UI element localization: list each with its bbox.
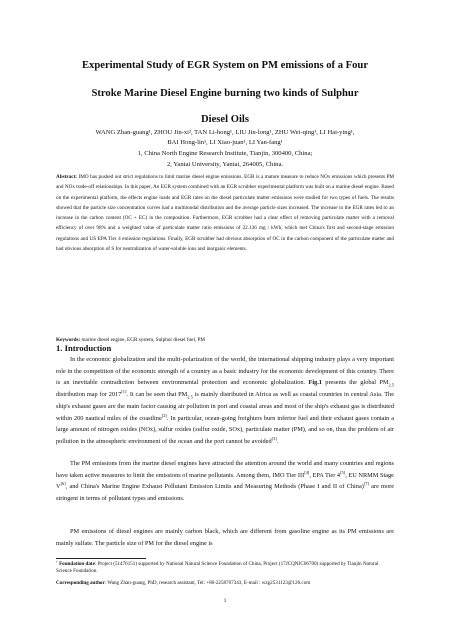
citation-ref: [6] [60, 481, 66, 487]
footnote-marker: 1 [56, 559, 58, 564]
section-heading-introduction: 1. Introduction [56, 343, 112, 353]
intro-paragraph-2 [56, 458, 394, 505]
intro-paragraph-1 [56, 354, 394, 448]
paper-title-line-3: Diesel Oils [201, 114, 249, 125]
keywords-text: marine diesel engine, EGR system, Sulphur diesel fuel, PM [80, 337, 205, 343]
keywords-label: Keywords: [56, 337, 81, 343]
affiliation-1: 1, China North Engine Research Institute, Tianjin, 300400, China; [137, 150, 313, 157]
para1-text-b: presents the global PM [321, 379, 389, 387]
footnote-corresponding-author [56, 580, 394, 587]
subscript-pm25: 2.5 [388, 382, 394, 388]
para2-text-b: , EPA Tier 4 [309, 471, 341, 479]
abstract-label: Abstract: [56, 174, 78, 180]
abstract [56, 172, 394, 254]
footnote-author-text: : Wang Zhan-guang, PhD, research assistant, Tel: +86-2258707343, E-mail : wzg2531123@126.com [104, 580, 311, 586]
para2-text-d: , and China's Marine Engine Exhaust Pollutant Emission Limits and Measuring Methods (Phase I and II of China) [65, 483, 364, 491]
para2-text-e: are more stringent in terms of pollutant types and emissions. [56, 483, 394, 503]
para1-text-f: . In particular, ocean-going freighters burn inferior fuel and their exhaust gases contain a large amount of nitrogen oxides (NOx), sulfur oxides (sulfur oxide, SOx), particulate matter (PM), and so on, thus the problem of air pollution in the atmospheric environment of the ocean and the port cannot be avoided [56, 414, 395, 445]
para2-text-c: , EU NRMM Stage V [56, 471, 394, 491]
footnote-foundation-label: Foundation date [59, 561, 95, 567]
page-number: 1 [223, 598, 227, 604]
footnote-divider [56, 558, 146, 559]
footnote-foundation-text: : Project (51476151) supported by National Natural Science Foundation of China, Project (17JCQNJC06700) supported by Tianjin Natural Science Foundation. [56, 561, 379, 574]
citation-ref: [1] [121, 389, 127, 395]
citation-ref: [2] [161, 412, 167, 418]
para1-text-g: . [276, 437, 279, 445]
subscript-pm25: 2.5 [187, 394, 193, 400]
abstract-text: IMO has pushed out strict regulations to limit marine diesel engine emissions. EGR is a mature measure to reduce NOx emissions which presents PM and NOx trade-off relationships. In this paper, An EGR system combined with an EGR scrubber experimental platform was built on a marine diesel engine. Based on the experimental platform, the effects engine loads and EGR rates on the diesel particulate matter emissions were studied for two types of fuels. The results showed that the particle size concentration curves had a multimodal distribution and the average particle sizes increased. The increase in the EGR rates led to an increase in the carbon content (OC + EC) in the composition. Furthermore, EGR scrubber had a clear effect of removing particulate matter with a removal efficiency of over 98% and a weighted value of particulate matter ratio emissions of 22.136 mg / kWh, which met China's first and second-stage emission regulations and US EPA Tier 4 emission regulations. Finally, EGR scrubber had obvious absorption of OC in the carbon component of the particulate matter and had obvious absorption of S for neutralization of water-soluble ions and inorganic elements. [56, 174, 394, 253]
citation-ref: [4] [304, 469, 310, 475]
intro-paragraph-3: PM emissions of diesel engines are mainly carbon black, which are different from gasoline engine as its PM emissions are mainly sulfate. The particle size of PM for the diesel engine is [56, 528, 394, 547]
citation-ref: [3] [271, 435, 277, 441]
figure-reference: Fig.1 [308, 379, 322, 387]
affiliation-2: 2, Yantai University, Yantai, 264005, China. [166, 161, 284, 168]
author-line-2: BAI Hong-lin¹, LI Xiao-juan¹, LI Yan-fang¹ [167, 139, 283, 146]
footnote-foundation [56, 561, 394, 574]
author-list [40, 128, 410, 148]
para1-text-d: . It can be seen that PM [126, 391, 188, 399]
para1-text-e: is mainly distributed in Africa as well as coastal countries in central Asia. The ship's exhaust gases are the main factor causing air pollution in port and coastal areas and most of the ship's exhaust gas is distributed within 200 nautical miles of the coastline [56, 391, 394, 422]
paper-title-line-1: Experimental Study of EGR System on PM emissions of a Four [81, 60, 369, 71]
para1-text-c: distribution map for 2017 [56, 391, 122, 399]
citation-ref: [5] [340, 469, 346, 475]
para1-text-a: In the economic globalization and the multi-polarization of the world, the international shipping industry plays a very important role in the competition of the economic strength of a country as a basic industry for the economic development of this country. There is an inevitable contradiction between environmental protection and economic globalization. [56, 356, 394, 387]
citation-ref: [7] [363, 481, 369, 487]
footnote-author-label: Corresponding author [56, 580, 105, 586]
para2-text-a: The PM emissions from the marine diesel engines have attracted the attention around the world and many countries and regions have taken active measures to limit the emissions of marine pollutants. Among them, IMO Tier III [56, 460, 394, 479]
paper-title-line-2: Stroke Marine Diesel Engine burning two kinds of Sulphur [91, 88, 359, 99]
author-line-1: WANG Zhan-guang¹, ZHOU Jin-xi², TAN Li-hong¹, LIU Jin-long¹, ZHU Wei-qing¹, LI Hai-ying¹, [95, 129, 355, 136]
